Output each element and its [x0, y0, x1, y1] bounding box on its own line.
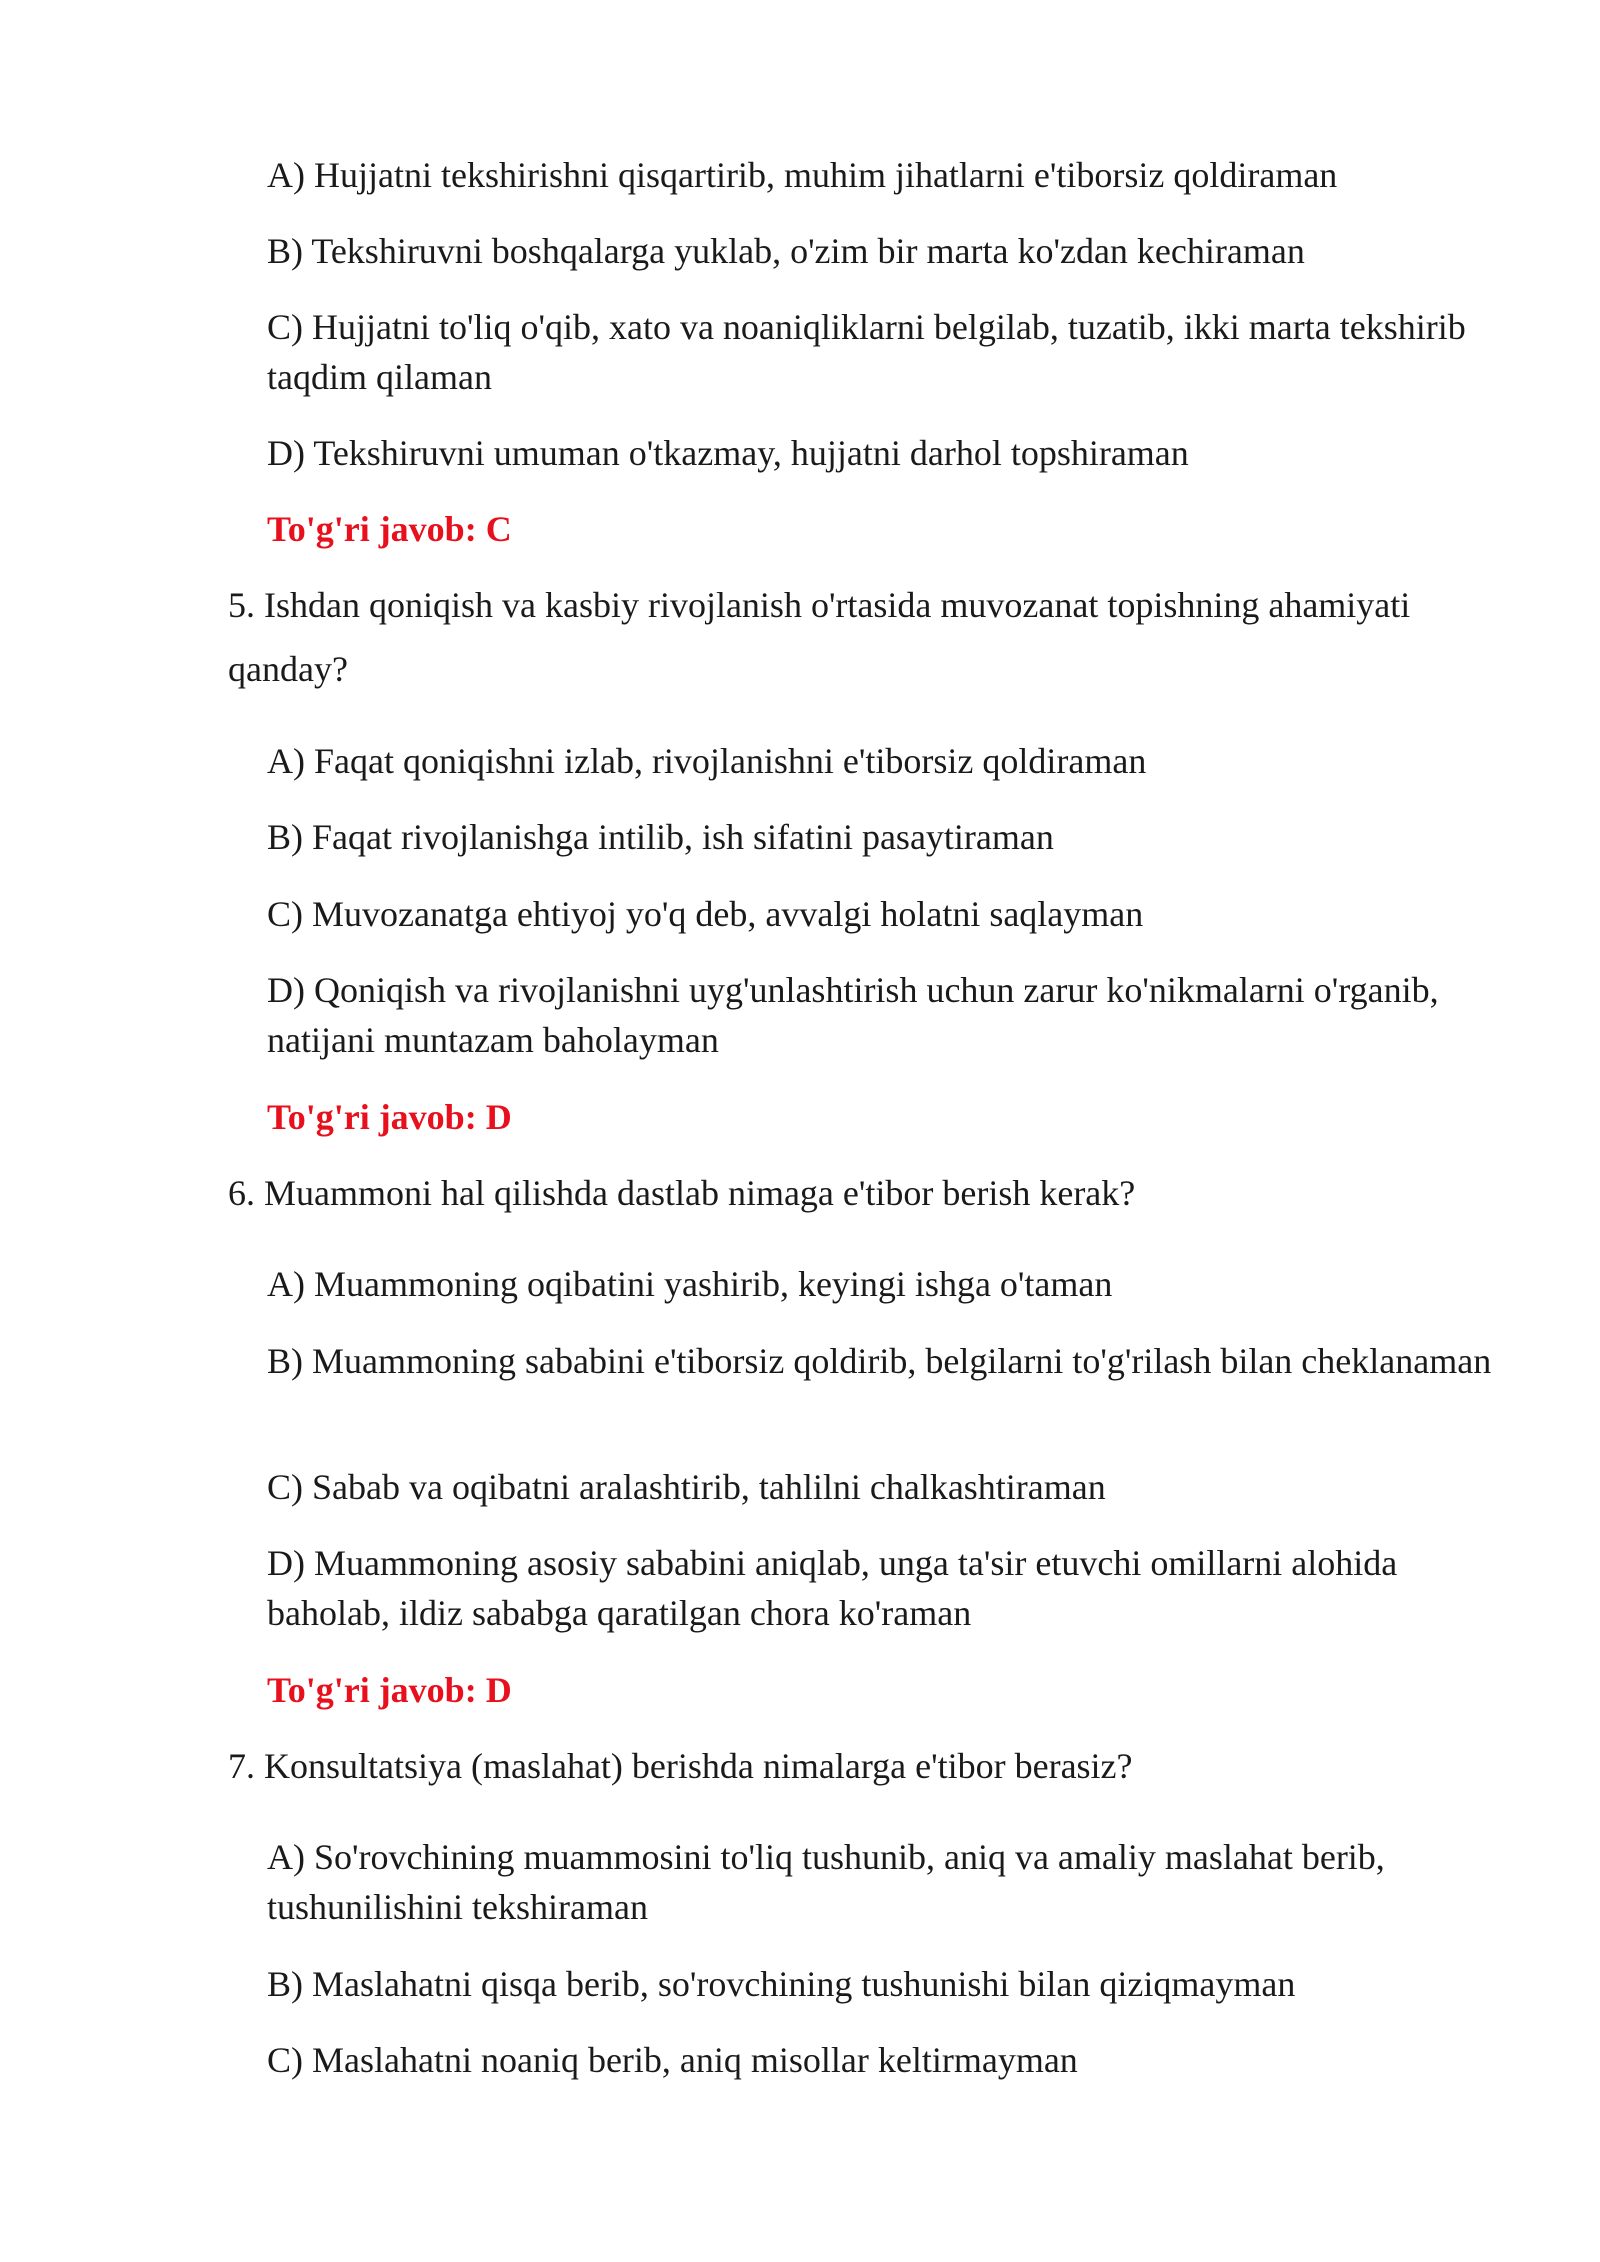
option-text: A) So'rovchining muammosini to'liq tushunib, aniq va amaliy maslahat berib, tushunilishini tekshiraman	[267, 1837, 1385, 1927]
option-text: C) Maslahatni noaniq berib, aniq misollar keltirmayman	[267, 2040, 1078, 2080]
option-text: C) Hujjatni to'liq o'qib, xato va noaniqliklarni belgilab, tuzatib, ikki marta tekshirib taqdim qilaman	[267, 307, 1466, 397]
correct-answer: To'g'ri javob: D	[267, 1670, 512, 1710]
correct-answer: To'g'ri javob: C	[267, 509, 512, 549]
option-text: B) Faqat rivojlanishga intilib, ish sifatini pasaytiraman	[267, 817, 1054, 857]
option-text: D) Qoniqish va rivojlanishni uyg'unlashtirish uchun zarur ko'nikmalarni o'rganib, natijani muntazam baholayman	[267, 970, 1439, 1060]
correct-answer: To'g'ri javob: D	[267, 1097, 512, 1137]
option-text: D) Muammoning asosiy sababini aniqlab, unga ta'sir etuvchi omillarni alohida baholab, ildiz sababga qaratilgan chora ko'raman	[267, 1543, 1398, 1633]
option-text: D) Tekshiruvni umuman o'tkazmay, hujjatni darhol topshiraman	[267, 433, 1189, 473]
option-text: B) Tekshiruvni boshqalarga yuklab, o'zim bir marta ko'zdan kechiraman	[267, 231, 1305, 271]
option-text: C) Sabab va oqibatni aralashtirib, tahlilni chalkashtiraman	[267, 1467, 1106, 1507]
option-text: A) Muammoning oqibatini yashirib, keyingi ishga o'taman	[267, 1264, 1113, 1304]
question-text-continued: qanday?	[228, 649, 348, 689]
question-text: 7. Konsultatsiya (maslahat) berishda nimalarga e'tibor berasiz?	[228, 1746, 1133, 1786]
option-text: A) Hujjatni tekshirishni qisqartirib, muhim jihatlarni e'tiborsiz qoldiraman	[267, 155, 1338, 195]
option-text: B) Maslahatni qisqa berib, so'rovchining tushunishi bilan qiziqmayman	[267, 1964, 1296, 2004]
question-text: 5. Ishdan qoniqish va kasbiy rivojlanish o'rtasida muvozanat topishning ahamiyati	[228, 585, 1411, 625]
option-text: B) Muammoning sababini e'tiborsiz qoldirib, belgilarni to'g'rilash bilan cheklanaman	[267, 1341, 1492, 1381]
option-text: C) Muvozanatga ehtiyoj yo'q deb, avvalgi holatni saqlayman	[267, 894, 1144, 934]
option-text: A) Faqat qoniqishni izlab, rivojlanishni e'tiborsiz qoldiraman	[267, 741, 1147, 781]
question-text: 6. Muammoni hal qilishda dastlab nimaga e'tibor berish kerak?	[228, 1173, 1136, 1213]
